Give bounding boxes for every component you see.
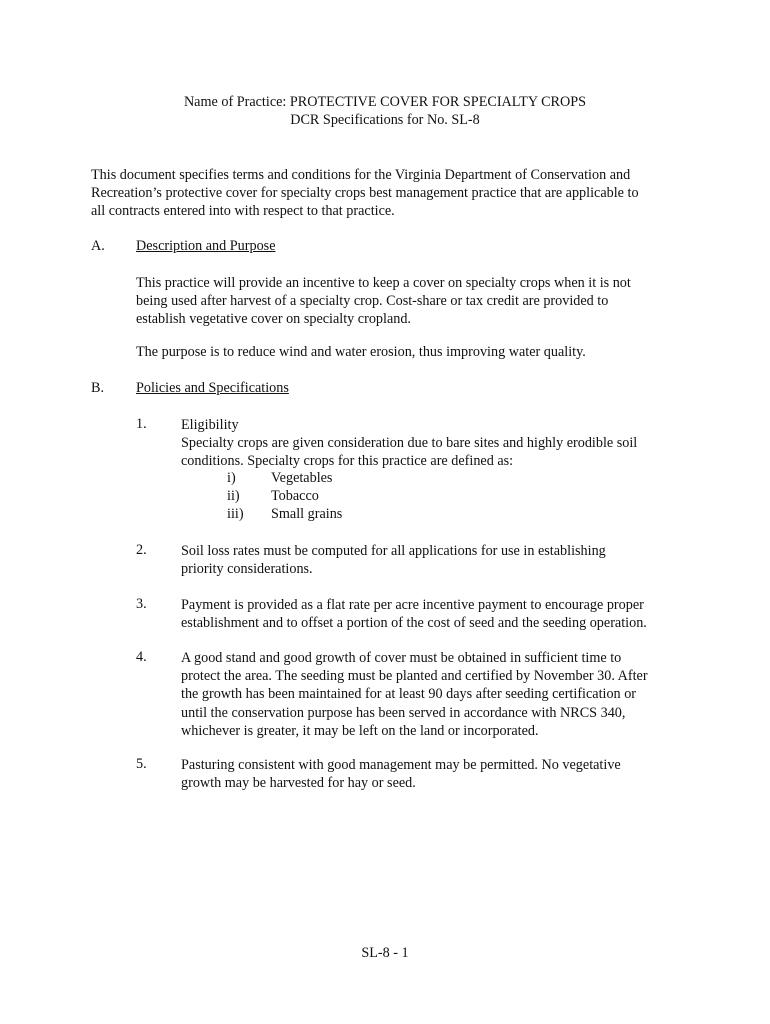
item-line: Payment is provided as a flat rate per acre incentive payment to encourage proper (181, 597, 644, 613)
section-b-label: B. (91, 380, 105, 396)
item-line: the growth has been maintained for at least 90 days after seeding certification or (181, 686, 637, 703)
item-line: Specialty crops are given consideration due to bare sites and highly erodible soil (181, 435, 638, 452)
subitem-number: ii) (227, 488, 240, 504)
item-line: priority considerations. (181, 561, 313, 578)
intro-paragraph (91, 166, 639, 221)
page-number: SL-8 - 1 (361, 945, 409, 961)
practice-subtitle: DCR Specifications for No. SL-8 (290, 112, 480, 128)
item-line: protect the area. The seeding must be planted and certified by November 30. After (181, 668, 648, 685)
subitem-number: iii) (227, 506, 244, 522)
item-4-number: 4. (136, 649, 147, 665)
paragraph-line: being used after harvest of a specialty crop. Cost-share or tax credit are provided to (136, 293, 609, 310)
item-line: establishment and to offset a portion of the cost of seed and the seeding operation. (181, 615, 647, 632)
subitem-number: i) (227, 470, 236, 486)
item-line: Soil loss rates must be computed for all applications for use in establishing (181, 543, 606, 559)
paragraph-line: This practice will provide an incentive to keep a cover on specialty crops when it is not (136, 275, 631, 291)
intro-line: Recreation’s protective cover for specialty crops best management practice that are applicable to (91, 185, 639, 202)
item-line: until the conservation purpose has been served in accordance with NRCS 340, (181, 704, 626, 721)
item-1-number: 1. (136, 416, 147, 432)
item-5-text (181, 756, 621, 792)
subitem-text: Vegetables (271, 470, 333, 486)
section-a-label: A. (91, 238, 105, 254)
section-a-heading: Description and Purpose (136, 238, 276, 254)
section-b-heading: Policies and Specifications (136, 380, 289, 396)
section-a-paragraph-1 (136, 274, 631, 329)
intro-line: all contracts entered into with respect to that practice. (91, 203, 395, 220)
item-2-text (181, 542, 606, 578)
subitem-text: Tobacco (271, 488, 319, 504)
item-line: Pasturing consistent with good management may be permitted. No vegetative (181, 757, 621, 773)
item-2-number: 2. (136, 542, 147, 558)
paragraph-line: establish vegetative cover on specialty cropland. (136, 311, 411, 328)
practice-title: Name of Practice: PROTECTIVE COVER FOR SPECIALTY CROPS (183, 94, 587, 110)
item-5-number: 5. (136, 756, 147, 772)
item-3-text (181, 596, 647, 632)
intro-line: This document specifies terms and conditions for the Virginia Department of Conservation and (91, 167, 631, 183)
item-line: Eligibility (181, 417, 239, 433)
item-1-text (181, 416, 637, 471)
item-line: growth may be harvested for hay or seed. (181, 775, 416, 792)
item-line: conditions. Specialty crops for this practice are defined as: (181, 453, 514, 470)
item-4-text (181, 649, 648, 740)
item-3-number: 3. (136, 596, 147, 612)
section-a-paragraph-2: The purpose is to reduce wind and water erosion, thus improving water quality. (136, 344, 586, 360)
item-line: whichever is greater, it may be left on the land or incorporated. (181, 722, 539, 739)
item-line: A good stand and good growth of cover must be obtained in sufficient time to (181, 650, 622, 666)
subitem-text: Small grains (271, 506, 343, 522)
